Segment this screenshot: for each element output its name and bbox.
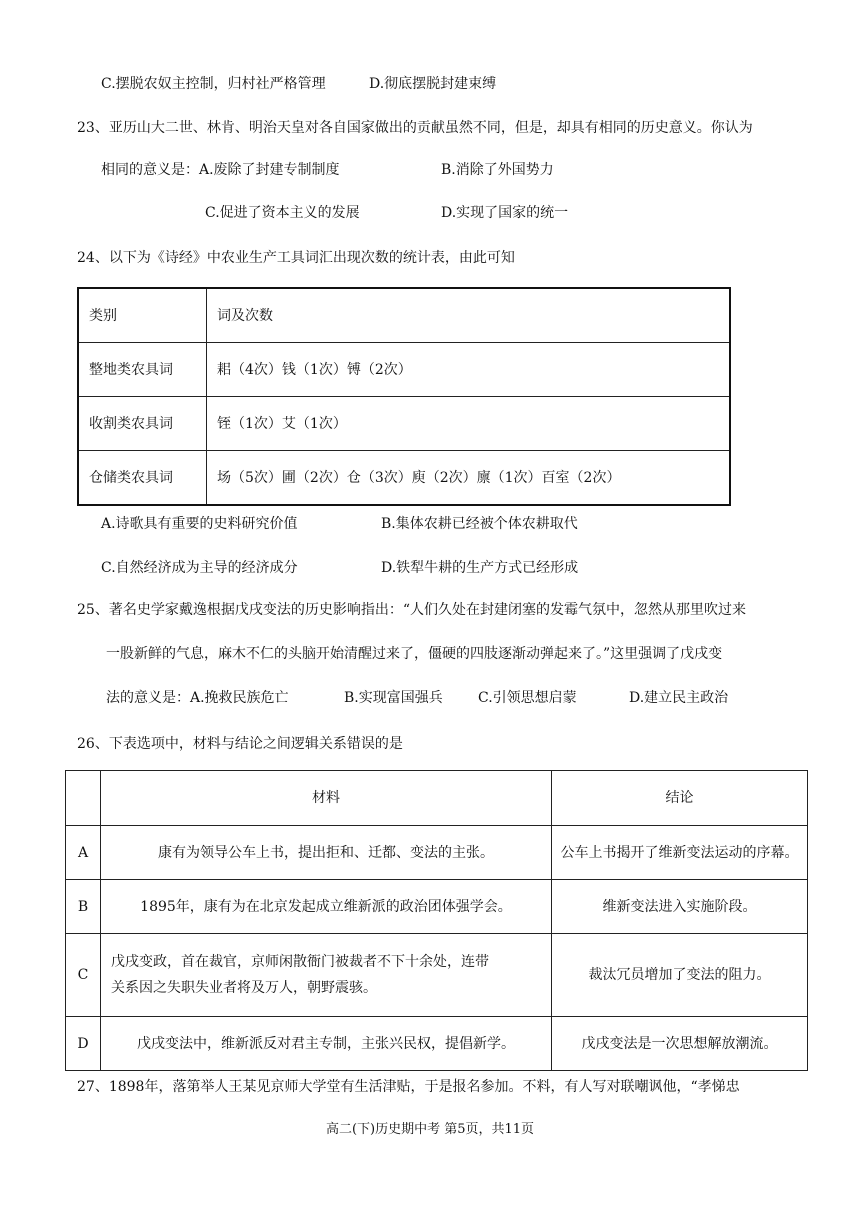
- table-cell: 仓储类农具词: [78, 451, 207, 506]
- table-header-cell: 材料: [101, 771, 552, 826]
- q23-stem-line2: 相同的意义是：A.废除了封建专制制度: [101, 162, 340, 178]
- material-cell: [101, 934, 552, 1017]
- material-text: 康有为领导公车上书，提出拒和、迁都、变法的主张。: [158, 844, 494, 861]
- q25-option-c: C.引领思想启蒙: [478, 690, 577, 706]
- q25-stem-line1: 25、著名史学家戴逸根据戊戌变法的历史影响指出：“人们久处在封建闭塞的发霉气氛中，忽然从那里吹过来: [77, 602, 746, 618]
- table-row: [66, 934, 808, 1017]
- q24-option-a: A.诗歌具有重要的史料研究价值: [101, 516, 298, 532]
- table-cell: 耜（4次）钱（1次）镈（2次）: [207, 343, 731, 397]
- table-row: [78, 288, 730, 343]
- q25-stem-line2: 一股新鲜的气息，麻木不仁的头脑开始清醒过来了，僵硬的四肢逐渐动弹起来了。”这里强调了戊戌变: [106, 646, 723, 662]
- material-text: 戊戌变法中，维新派反对君主专制，主张兴民权，提倡新学。: [137, 1035, 515, 1052]
- table-row: [78, 451, 730, 506]
- conclusion-cell: 维新变法进入实施阶段。: [552, 880, 808, 934]
- option-key-cell: A: [66, 826, 101, 880]
- q24-option-b: B.集体农耕已经被个体农耕取代: [381, 516, 578, 532]
- q23-option-d: D.实现了国家的统一: [441, 205, 569, 221]
- table-row: [78, 343, 730, 397]
- material-text: 1895年，康有为在北京发起成立维新派的政治团体强学会。: [140, 898, 512, 915]
- material-text-line1: 戊戌变政，首在裁官，京师闲散衙门被裁者不下十余处，连带: [111, 954, 489, 970]
- material-cell: [101, 880, 552, 934]
- table-header-cell: 类别: [78, 288, 207, 343]
- page-footer: 高二(下)历史期中考 第5页，共11页: [325, 1122, 535, 1137]
- table-cell: 场（5次）圃（2次）仓（3次）庾（2次）廪（1次）百室（2次）: [207, 451, 731, 506]
- q24-option-c: C.自然经济成为主导的经济成分: [101, 560, 298, 576]
- table-cell: 收割类农具词: [78, 397, 207, 451]
- table-cell: 铚（1次）艾（1次）: [207, 397, 731, 451]
- q24-option-d: D.铁犁牛耕的生产方式已经形成: [381, 560, 579, 576]
- q22-option-c: C.摆脱农奴主控制，归村社严格管理: [101, 76, 326, 92]
- table-header-cell: 结论: [552, 771, 808, 826]
- table-row: [66, 826, 808, 880]
- table-row: [66, 771, 808, 826]
- q24-table: [77, 287, 731, 506]
- table-row: [78, 397, 730, 451]
- q25-stem-line3: 法的意义是：A.挽救民族危亡: [106, 690, 289, 706]
- option-key-cell: D: [66, 1017, 101, 1071]
- option-key-cell: C: [66, 934, 101, 1017]
- q23-stem-line1: 23、亚历山大二世、林肯、明治天皇对各自国家做出的贡献虽然不同，但是，却具有相同的历史意义。你认为: [77, 120, 753, 136]
- option-key-cell: B: [66, 880, 101, 934]
- q25-option-b: B.实现富国强兵: [344, 690, 443, 706]
- q24-stem: 24、以下为《诗经》中农业生产工具词汇出现次数的统计表，由此可知: [77, 250, 515, 266]
- conclusion-cell: 公车上书揭开了维新变法运动的序幕。: [552, 826, 808, 880]
- q27-stem-line1: 27、1898年，落第举人王某见京师大学堂有生活津贴，于是报名参加。不料，有人写对联嘲讽他，“孝悌忠: [77, 1079, 740, 1095]
- q22-option-d: D.彻底摆脱封建束缚: [369, 76, 497, 92]
- conclusion-cell: 戊戌变法是一次思想解放潮流。: [552, 1017, 808, 1071]
- table-header-cell: [66, 771, 101, 826]
- material-cell: [101, 826, 552, 880]
- q23-option-c: C.促进了资本主义的发展: [205, 205, 360, 221]
- table-cell: 整地类农具词: [78, 343, 207, 397]
- q26-stem: 26、下表选项中，材料与结论之间逻辑关系错误的是: [77, 736, 403, 752]
- q25-option-d: D.建立民主政治: [629, 690, 729, 706]
- table-row: [66, 880, 808, 934]
- material-cell: [101, 1017, 552, 1071]
- q26-table: [65, 770, 808, 1071]
- table-row: [66, 1017, 808, 1071]
- table-header-cell: 词及次数: [207, 288, 731, 343]
- material-text-line2: 关系因之失职失业者将及万人，朝野震骇。: [111, 980, 377, 996]
- q23-option-b: B.消除了外国势力: [441, 162, 554, 178]
- conclusion-cell: 裁汰冗员增加了变法的阻力。: [552, 934, 808, 1017]
